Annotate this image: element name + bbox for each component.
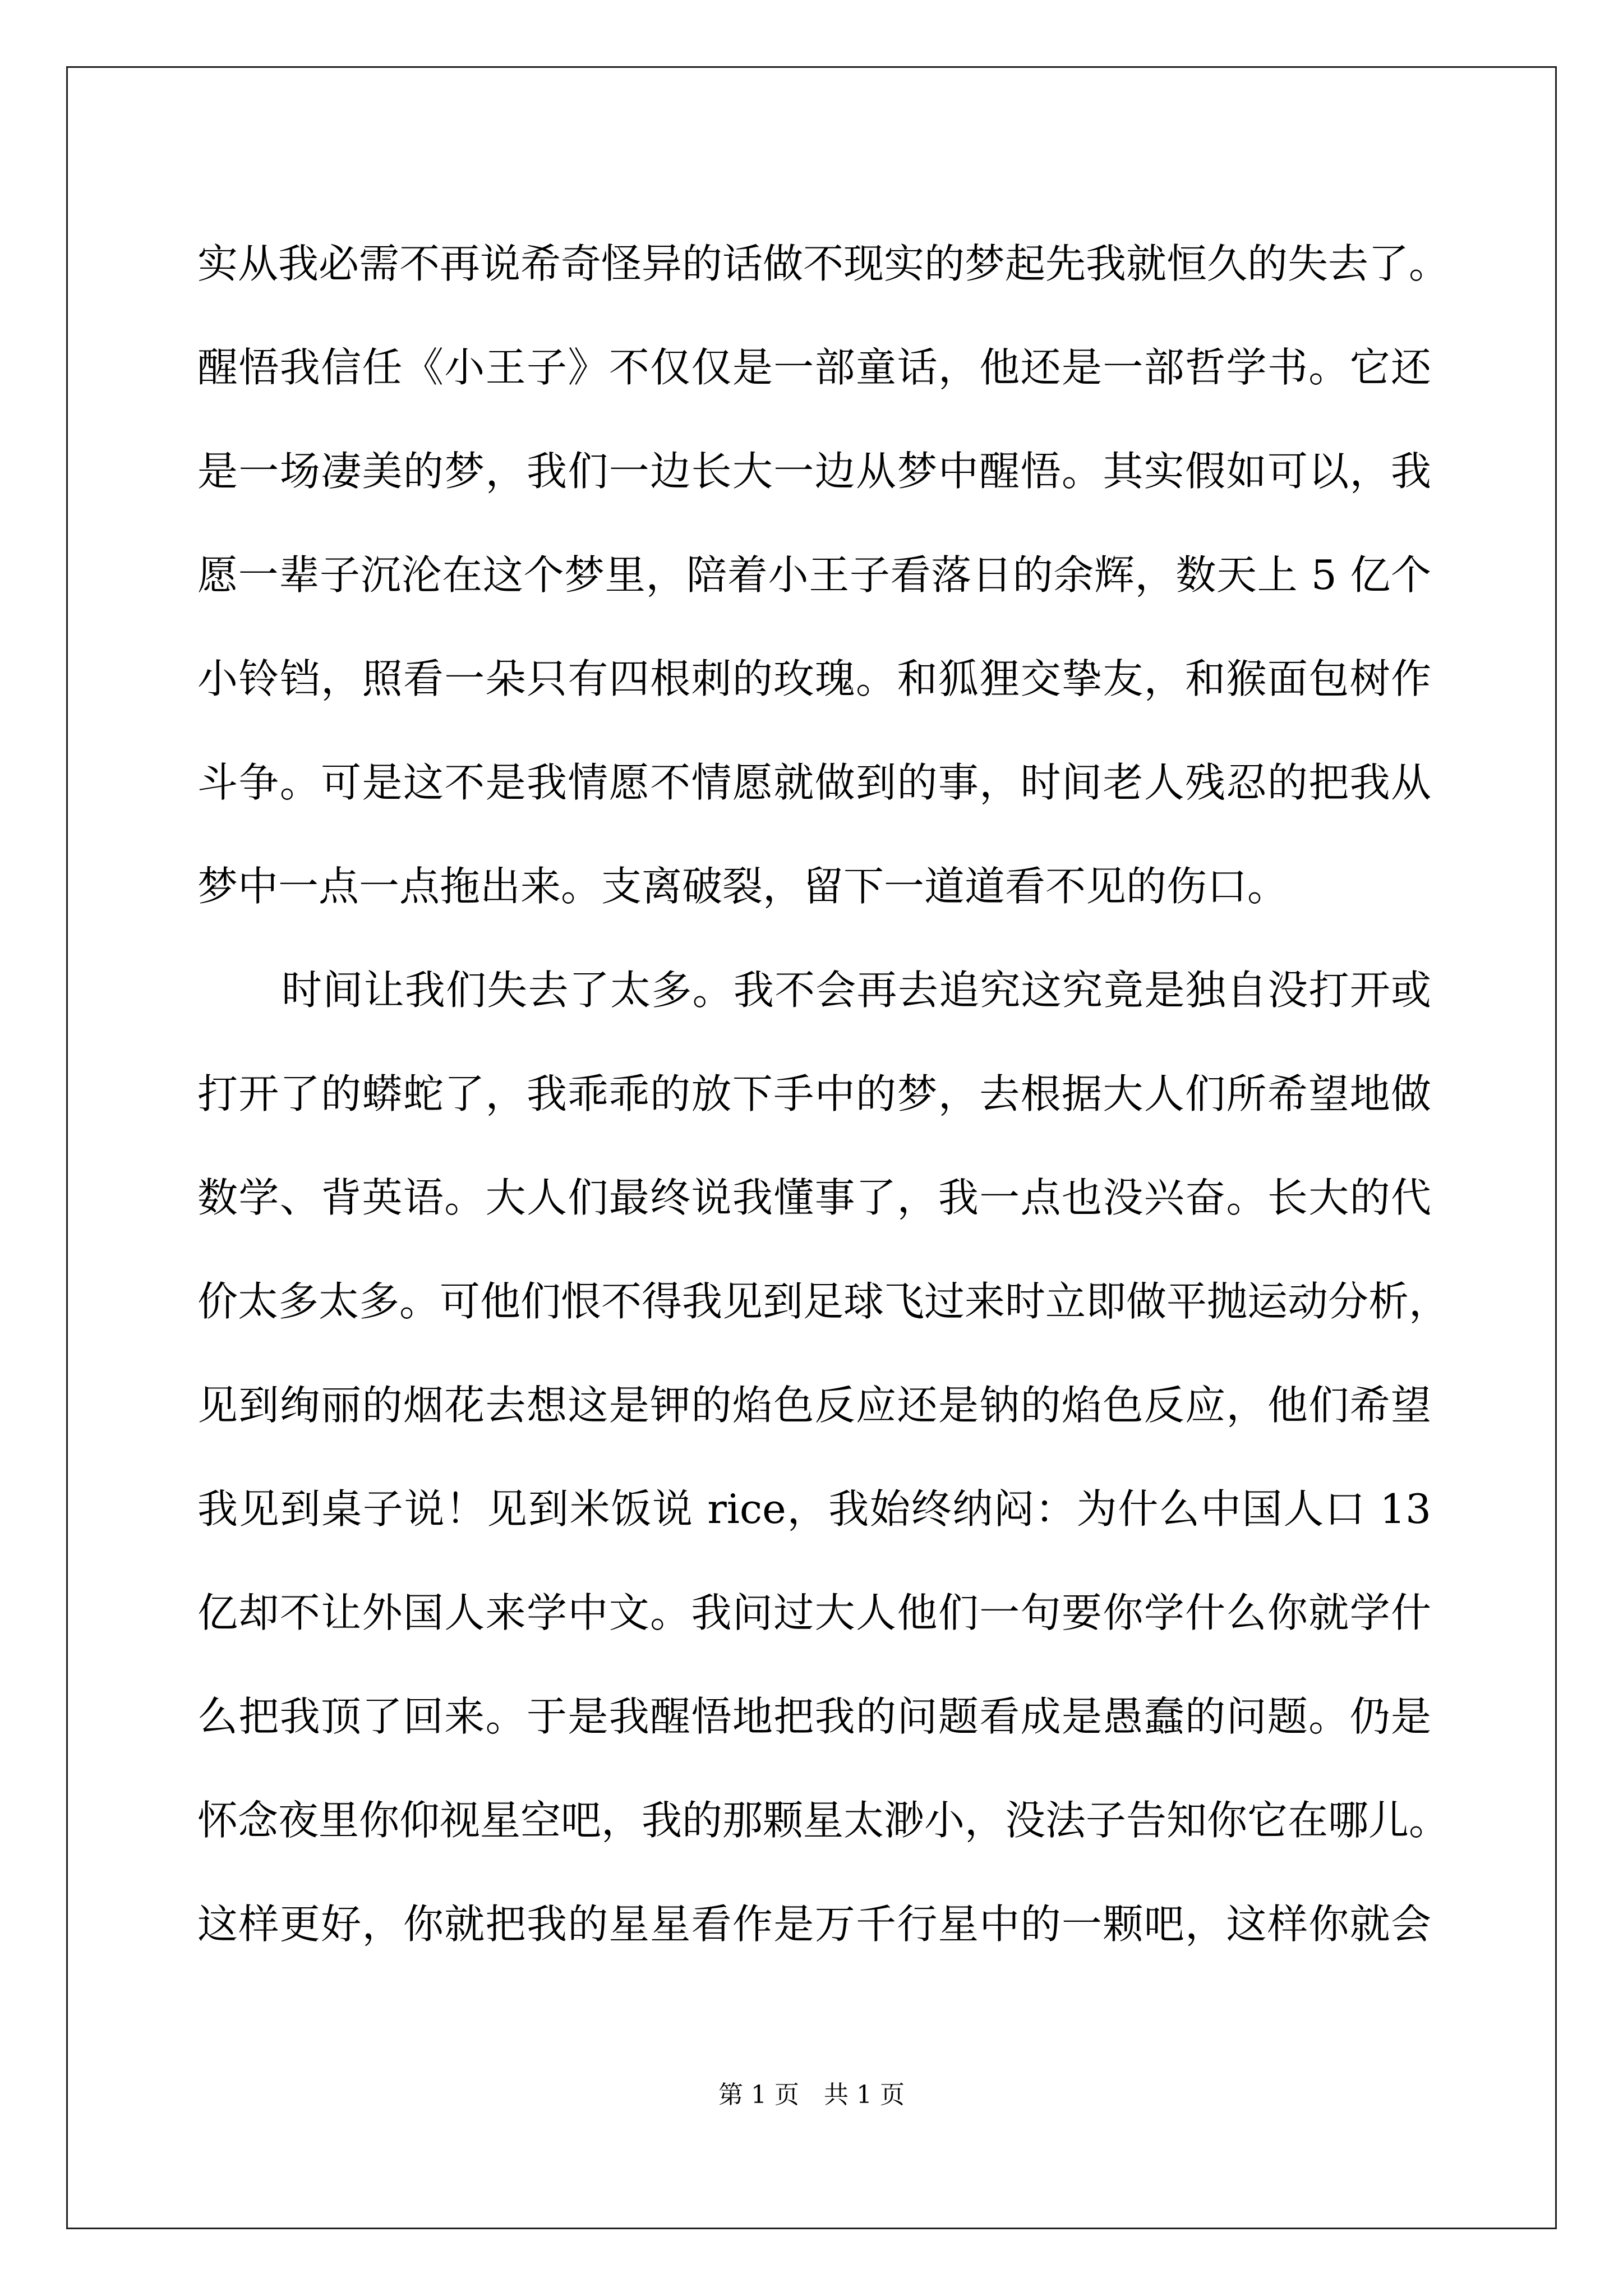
page-number: 第 1 页	[718, 2081, 799, 2109]
text-line: 数学、背英语。大人们最终说我懂事了，我一点也没兴奋。长大的代	[197, 1174, 1431, 1221]
text-line: 这样更好，你就把我的星星看作是万千行星中的一颗吧，这样你就会	[197, 1901, 1431, 1948]
text-line: 我见到桌子说！见到米饭说 rice，我始终纳闷：为什么中国人口 13	[197, 1485, 1431, 1533]
paragraph-first-line: 时间让我们失去了太多。我不会再去追究这究竟是独自没打开或	[282, 967, 1431, 1014]
text-line: 醒悟我信任《小王子》不仅仅是一部童话，他还是一部哲学书。它还	[197, 344, 1431, 391]
text-line: 见到绚丽的烟花去想这是钾的焰色反应还是钠的焰色反应，他们希望	[197, 1382, 1431, 1429]
text-line: 么把我顶了回来。于是我醒悟地把我的问题看成是愚蠢的问题。仍是	[197, 1693, 1431, 1740]
text-line: 价太多太多。可他们恨不得我见到足球飞过来时立即做平抛运动分析，	[197, 1278, 1450, 1325]
document-body	[197, 212, 1450, 1976]
page-total: 共 1 页	[824, 2081, 905, 2109]
page-footer	[0, 2078, 1623, 2112]
text-line: 梦中一点一点拖出来。支离破裂，留下一道道看不见的伤口。	[197, 863, 1288, 910]
text-line: 实从我必需不再说希奇怪异的话做不现实的梦起先我就恒久的失去了。	[197, 240, 1450, 287]
text-line: 亿却不让外国人来学中文。我问过大人他们一句要你学什么你就学什	[197, 1589, 1431, 1636]
text-line: 小铃铛，照看一朵只有四根刺的玫瑰。和狐狸交挚友，和猴面包树作	[197, 655, 1431, 702]
text-line: 斗争。可是这不是我情愿不情愿就做到的事，时间老人残忍的把我从	[197, 759, 1431, 806]
text-line: 是一场凄美的梦，我们一边长大一边从梦中醒悟。其实假如可以，我	[197, 448, 1431, 495]
text-line: 怀念夜里你仰视星空吧，我的那颗星太渺小，没法子告知你它在哪儿。	[197, 1797, 1450, 1844]
text-line: 愿一辈子沉沦在这个梦里，陪着小王子看落日的余辉，数天上 5 亿个	[197, 551, 1431, 599]
text-line: 打开了的蟒蛇了，我乖乖的放下手中的梦，去根据大人们所希望地做	[197, 1070, 1431, 1117]
